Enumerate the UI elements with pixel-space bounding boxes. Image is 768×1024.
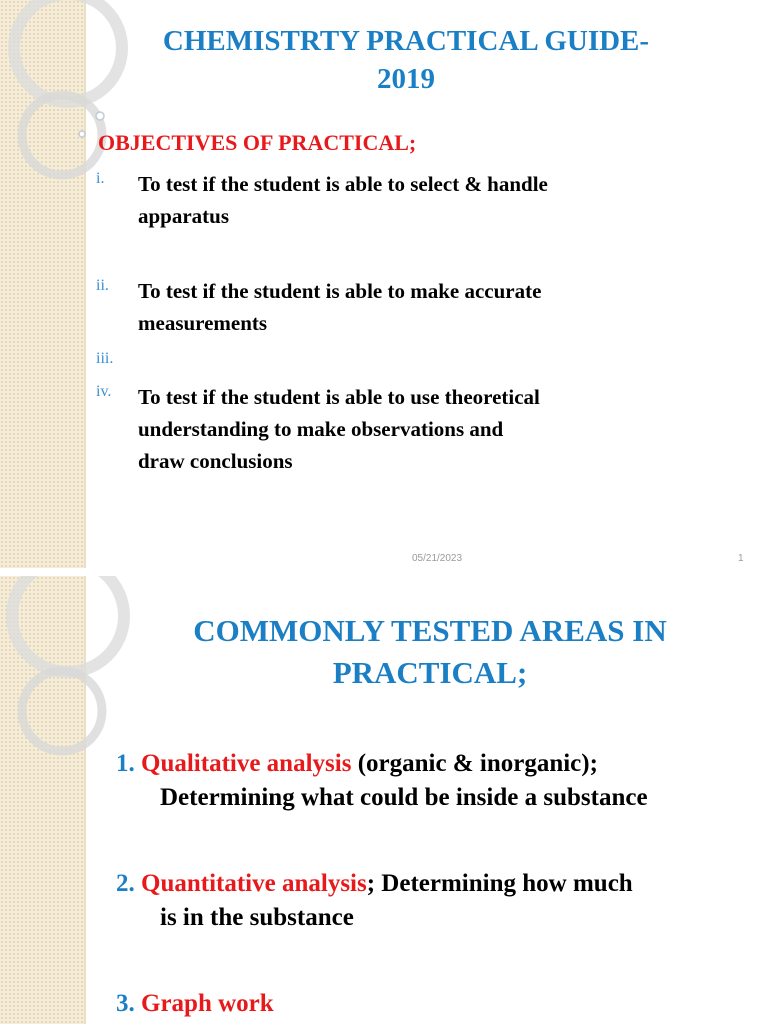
title-line-2: 2019 — [377, 63, 435, 95]
footer-date: 05/21/2023 — [412, 553, 463, 564]
list-item-number: 1. — [116, 750, 135, 777]
list-item-line: measurements — [138, 311, 268, 335]
list-item — [116, 867, 756, 935]
list-item-line: draw conclusions — [138, 449, 293, 473]
list-item-number: i. — [96, 170, 105, 187]
footer-page-number: 1 — [738, 553, 744, 564]
list-item-number: 3. — [116, 990, 135, 1017]
list-item-number: iii. — [96, 350, 114, 367]
list-item-text: (organic & inorganic); — [351, 750, 598, 777]
list-item-highlight: Quantitative analysis — [141, 870, 367, 897]
list-item-line: understanding to make observations and — [138, 417, 504, 441]
list-item-line: To test if the student is able to make accurate — [138, 279, 542, 303]
list-item-number: 2. — [116, 870, 135, 897]
list-item-number: iv. — [96, 383, 112, 400]
title-line-1: COMMONLY TESTED AREAS IN — [193, 613, 667, 648]
list-item-highlight: Graph work — [141, 990, 274, 1017]
list-item-line: apparatus — [138, 204, 230, 228]
list-item-continuation: Determining what could be inside a substance — [160, 784, 648, 811]
list-item-text — [138, 168, 698, 232]
slide-gap — [0, 568, 768, 576]
list-item-text: ; Determining how much — [366, 870, 633, 897]
list-item-number: ii. — [96, 277, 109, 294]
title-line-2: PRACTICAL; — [332, 655, 528, 690]
list-item — [116, 747, 756, 815]
list-item-text — [138, 381, 698, 477]
slide-2-title — [150, 610, 710, 694]
title-line-1: CHEMISTRTY PRACTICAL GUIDE- — [162, 25, 650, 57]
decorative-rings-icon — [0, 576, 130, 776]
list-item-continuation: is in the substance — [160, 904, 354, 931]
list-item-line: To test if the student is able to select & handle — [138, 172, 548, 196]
slide-1-title — [100, 22, 712, 98]
list-item-text — [138, 275, 698, 339]
list-item-highlight: Qualitative analysis — [141, 750, 352, 777]
objectives-heading: OBJECTIVES OF PRACTICAL; — [98, 130, 417, 155]
list-item-line: To test if the student is able to use theoretical — [138, 385, 540, 409]
list-item — [116, 987, 756, 1021]
